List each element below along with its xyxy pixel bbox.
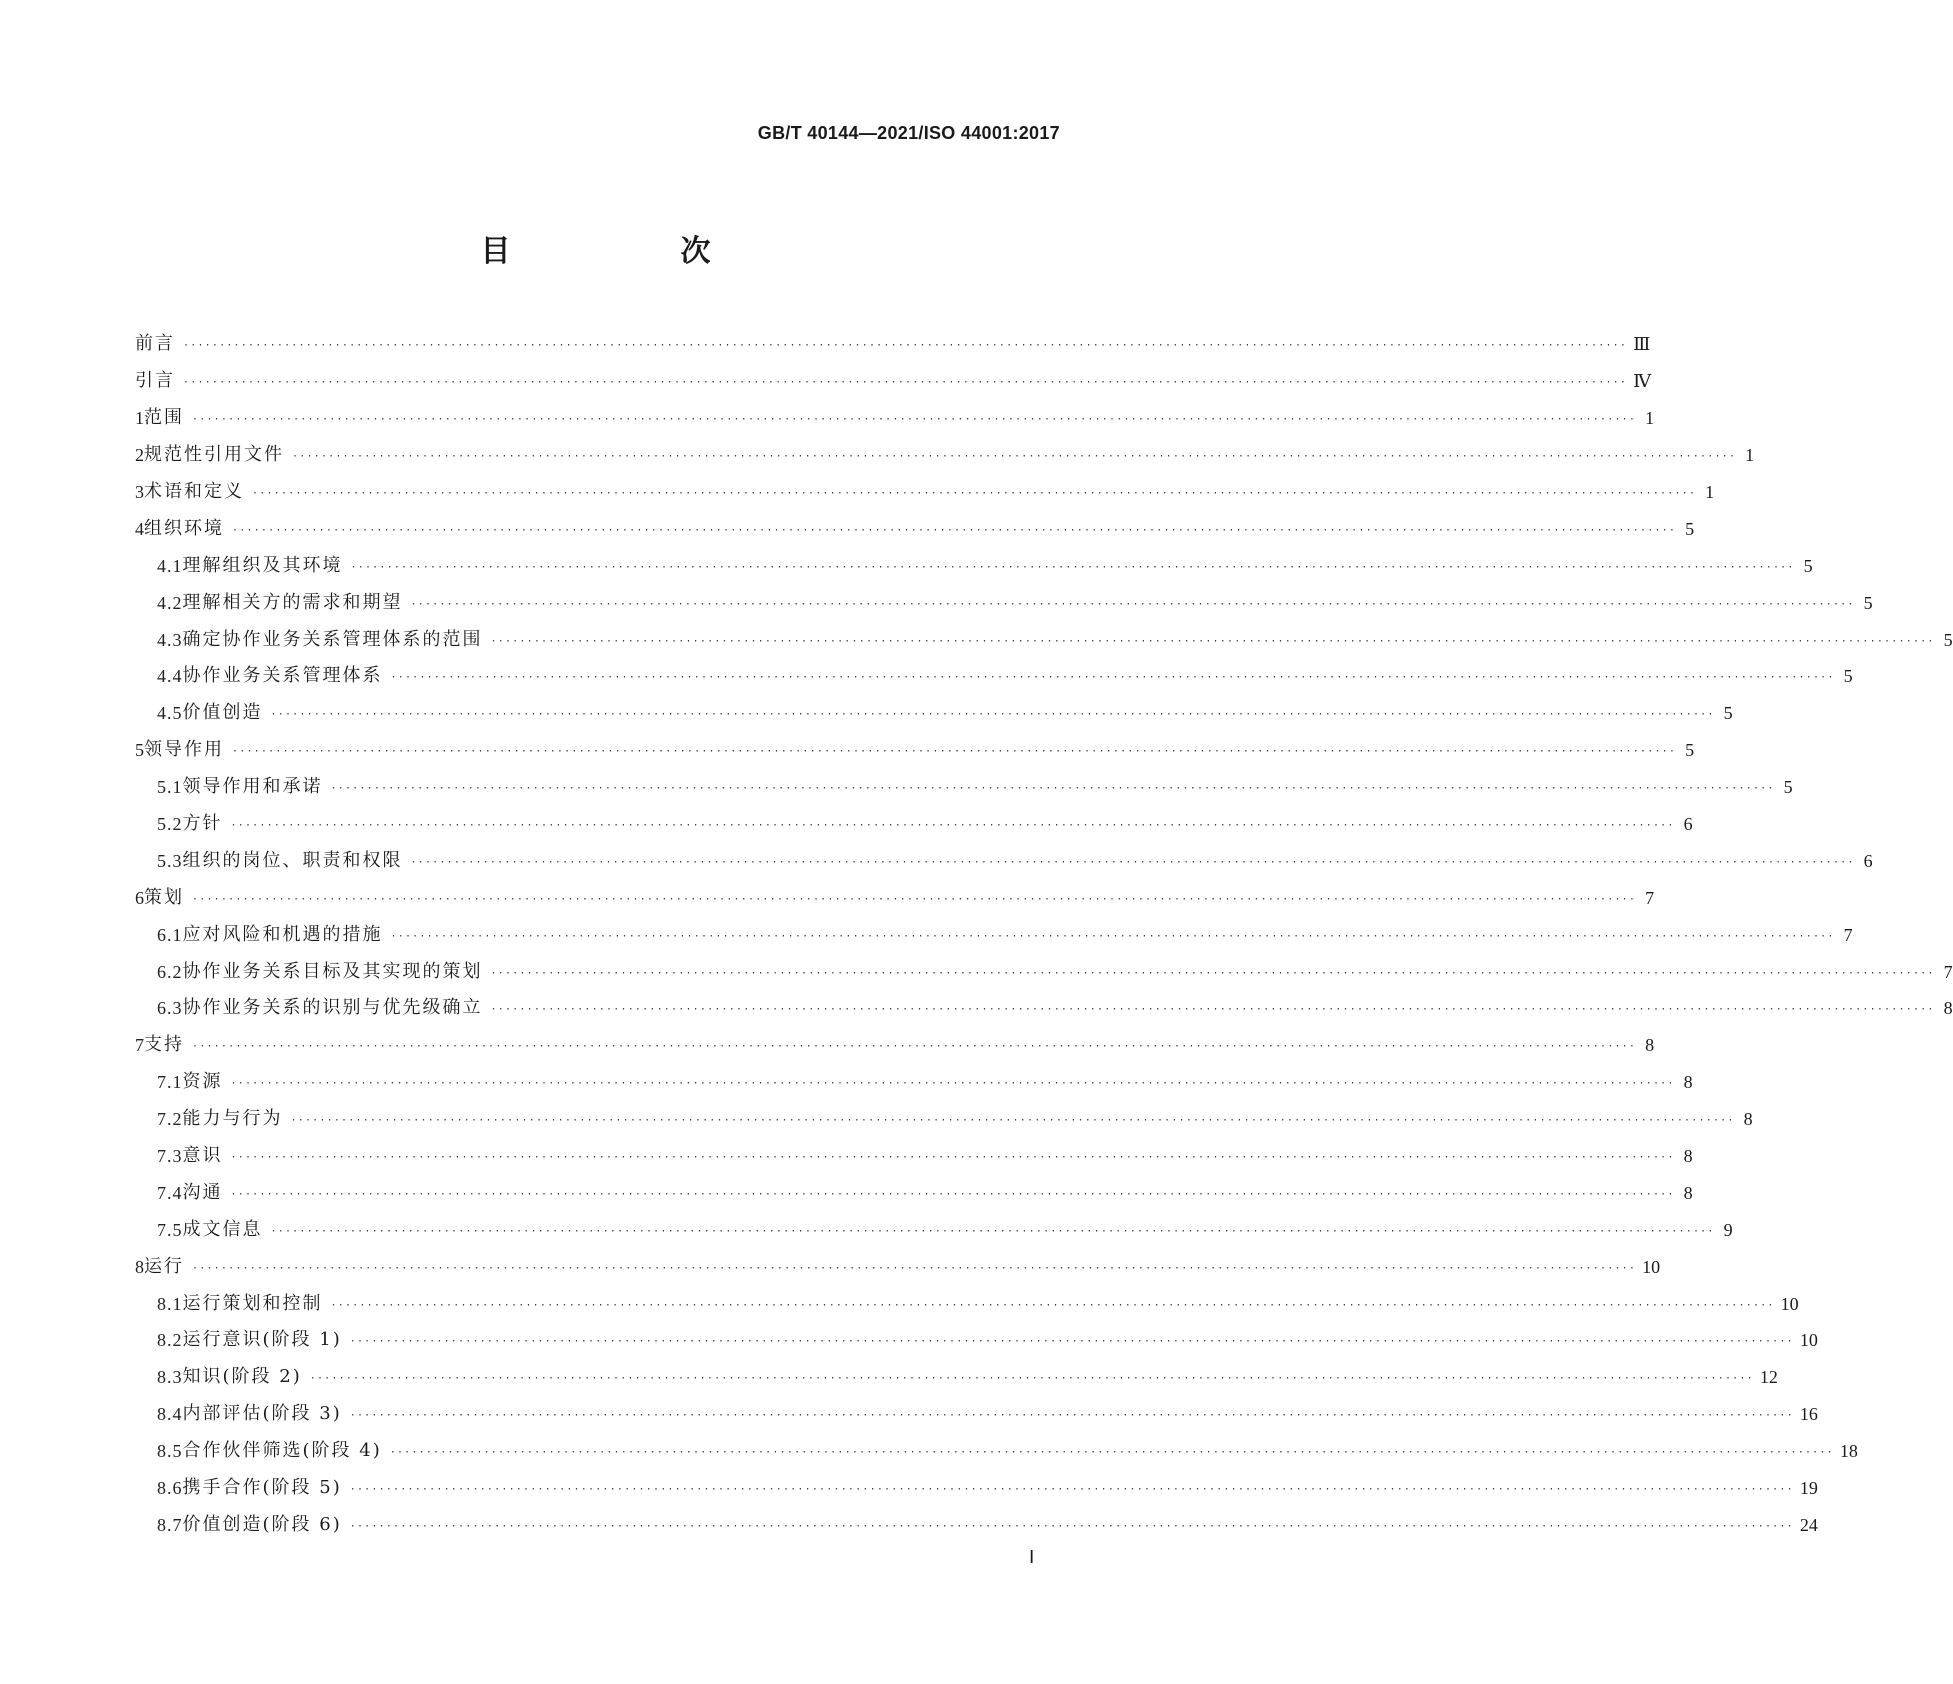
toc-entry-label: 范围 <box>144 407 184 429</box>
toc-entry-number: 8.3 <box>157 1367 183 1388</box>
toc-entry-number: 4.4 <box>157 666 183 687</box>
toc-leader-dots: ········································································································································································································ <box>192 1041 1637 1053</box>
toc-entry-number: 5.1 <box>157 777 183 798</box>
toc-entry-label: 领导作用 <box>144 739 224 761</box>
toc-entry-label: 意识 <box>182 1145 223 1167</box>
toc-entry-number: 1 <box>135 408 144 429</box>
toc-entry-label: 理解相关方的需求和期望 <box>182 591 403 613</box>
toc-entry-number: 6 <box>135 887 144 908</box>
toc-entry-label: 沟通 <box>182 1181 223 1203</box>
toc-entry-page: 19 <box>1799 1478 1818 1499</box>
toc-leader-dots: ········································································································································································································ <box>309 1373 1754 1385</box>
toc-leader-dots: ········································································································································································································ <box>252 488 1697 499</box>
toc-entry[interactable] <box>135 1359 1778 1396</box>
toc-entry-page: 10 <box>1799 1330 1818 1351</box>
toc-entry-page: 12 <box>1759 1367 1778 1388</box>
toc-entry-page: 6 <box>1863 850 1873 871</box>
toc-entry-page: 5 <box>1803 555 1813 576</box>
toc-entry-number: 7.4 <box>157 1182 183 1203</box>
toc-leader-dots: ········································································································································································································ <box>349 1336 1794 1348</box>
toc-entry-label: 协作业务关系管理体系 <box>182 665 383 687</box>
toc-entry-number: 5.3 <box>157 850 183 871</box>
toc-entry-page: 10 <box>1780 1293 1799 1314</box>
toc-entry[interactable] <box>135 658 1853 695</box>
toc-entry-label: 价值创造(阶段 6) <box>182 1513 342 1535</box>
toc-entry-page: 24 <box>1799 1514 1818 1535</box>
toc-entry-page: 8 <box>1645 1035 1655 1056</box>
toc-entry-number: 6.2 <box>157 961 183 982</box>
toc-entry-number: 3 <box>135 482 144 502</box>
toc-leader-dots: ········································································································································································································ <box>270 709 1715 721</box>
toc-entry-label: 内部评估(阶段 3) <box>182 1403 342 1425</box>
toc-entry-number: 7.3 <box>157 1146 183 1167</box>
toc-entry-number: 7.1 <box>157 1072 183 1093</box>
toc-entry-number: 6.3 <box>157 998 183 1019</box>
toc-leader-dots: ········································································································································································································ <box>330 783 1775 795</box>
toc-entry[interactable] <box>135 621 1953 658</box>
toc-leader-dots: ········································································································································································································ <box>410 856 1855 868</box>
toc-entry-label: 策划 <box>144 886 184 908</box>
toc-leader-dots: ········································································································································································································ <box>330 1299 1775 1311</box>
toc-leader-dots: ········································································································································································································ <box>230 820 1675 832</box>
toc-entry-label: 携手合作(阶段 5) <box>182 1477 342 1499</box>
toc-entry-label: 成文信息 <box>182 1218 263 1240</box>
toc-entry-page: 10 <box>1642 1256 1661 1277</box>
toc-leader-dots: ········································································································································································································ <box>292 451 1737 463</box>
toc-entry-number: 7.2 <box>157 1109 183 1130</box>
toc-entry-page: 9 <box>1723 1219 1733 1240</box>
toc-entry[interactable] <box>135 1470 1818 1507</box>
toc-leader-dots: ········································································································································································································ <box>192 414 1637 426</box>
toc-entry-page: 7 <box>1943 961 1953 982</box>
toc-entry-page: 5 <box>1685 518 1695 539</box>
toc-entry-number: 8.1 <box>157 1293 183 1314</box>
toc-leader-dots: ········································································································································································································ <box>230 1078 1675 1090</box>
toc-entry-number: 4.1 <box>157 555 183 576</box>
toc-entry-label: 理解组织及其环境 <box>182 554 343 576</box>
toc-leader-dots: ········································································································································································································ <box>230 1188 1675 1200</box>
toc-entry-label: 运行意识(阶段 1) <box>182 1329 342 1351</box>
toc-leader-dots: ········································································································································································································ <box>390 672 1835 684</box>
toc-entry-page: 5 <box>1685 740 1695 761</box>
toc-leader-dots: ········································································································································································································ <box>349 1484 1794 1496</box>
toc-leader-dots: ········································································································································································································ <box>192 1262 1637 1274</box>
toc-leader-dots: ········································································································································································································ <box>410 598 1855 610</box>
toc-leader-dots: ········································································································································································································ <box>350 561 1795 573</box>
toc-entry-number: 8.6 <box>157 1478 183 1499</box>
toc-entry[interactable] <box>135 806 1693 843</box>
toc-entry-page: 5 <box>1723 703 1733 724</box>
standard-code: GB/T 40144—2021/ISO 44001:2017 <box>757 123 1060 143</box>
toc-entry-page: 5 <box>1943 629 1953 650</box>
toc-leader-dots: ········································································································································································································ <box>230 1152 1675 1164</box>
toc-entry[interactable] <box>135 510 1695 547</box>
toc-leader-dots: ········································································································································································································ <box>490 967 1935 979</box>
toc-entry-label: 能力与行为 <box>182 1108 283 1130</box>
page-number: Ⅰ <box>1029 1547 1035 1567</box>
toc-entry-label: 领导作用和承诺 <box>182 776 323 798</box>
toc-entry-page: 5 <box>1843 666 1853 687</box>
toc-entry-label: 方针 <box>182 813 223 835</box>
toc-entry-number: 8.4 <box>157 1404 183 1425</box>
toc-entry-number: 4 <box>135 518 144 539</box>
toc-entry-label: 合作伙伴筛选(阶段 4) <box>182 1440 382 1462</box>
toc-entry-number: 7.5 <box>157 1219 183 1240</box>
toc-entry-page: 6 <box>1683 814 1693 835</box>
toc-entry[interactable] <box>135 732 1695 769</box>
toc-entry-page: 1 <box>1745 445 1755 466</box>
toc-entry-page: 8 <box>1683 1182 1693 1203</box>
toc-entry-number: 5 <box>135 740 144 761</box>
toc-leader-dots: ········································································································································································································ <box>349 1410 1794 1422</box>
toc-entry[interactable] <box>135 547 1813 584</box>
toc-leader-dots: ········································································································································································································ <box>232 524 1677 536</box>
toc-entry-label: 术语和定义 <box>144 481 244 502</box>
toc-leader-dots: ········································································································································································································ <box>183 377 1628 389</box>
toc-entry[interactable] <box>135 1285 1799 1322</box>
toc-entry-number: 8 <box>135 1256 144 1277</box>
toc-entry-number: 7 <box>135 1035 144 1056</box>
toc-entry-label: 资源 <box>182 1071 223 1093</box>
toc-entry[interactable] <box>135 1174 1693 1211</box>
toc-leader-dots: ········································································································································································································ <box>349 1520 1794 1532</box>
toc-entry[interactable] <box>135 1211 1733 1248</box>
toc-entry[interactable] <box>135 326 1651 363</box>
toc-entry-number: 8.5 <box>157 1441 183 1462</box>
toc-entry[interactable] <box>135 1322 1818 1359</box>
toc-leader-dots: ········································································································································································································ <box>490 1004 1935 1016</box>
toc-entry[interactable] <box>135 1138 1693 1175</box>
toc-leader-dots: ········································································································································································································ <box>389 1447 1834 1459</box>
toc-entry-page: 7 <box>1645 887 1655 908</box>
toc-entry-label: 价值创造 <box>182 702 263 724</box>
toc-entry-page: Ⅳ <box>1633 371 1652 392</box>
toc-entry[interactable] <box>135 990 1953 1027</box>
toc-entry-page: 5 <box>1783 777 1793 798</box>
toc-entry-label: 应对风险和机遇的措施 <box>182 923 383 945</box>
toc-entry-page: Ⅲ <box>1633 334 1651 355</box>
toc-entry[interactable] <box>135 879 1655 916</box>
toc-entry[interactable] <box>135 1248 1661 1285</box>
toc-entry[interactable] <box>135 695 1733 732</box>
toc-leader-dots: ········································································································································································································ <box>192 893 1637 905</box>
toc-entry-label: 支持 <box>144 1034 184 1056</box>
toc-entry[interactable] <box>135 437 1755 474</box>
toc-entry-number: 6.1 <box>157 924 183 945</box>
toc-leader-dots: ········································································································································································································ <box>290 1115 1735 1127</box>
toc-entry[interactable] <box>135 1027 1655 1064</box>
toc-entry-page: 1 <box>1705 482 1715 502</box>
toc-leader-dots: ········································································································································································································ <box>490 635 1935 647</box>
toc-entry-number: 4.3 <box>157 629 183 650</box>
toc-entry[interactable] <box>135 842 1873 879</box>
toc-entry-page: 16 <box>1799 1404 1818 1425</box>
toc-entry[interactable] <box>135 1433 1858 1470</box>
toc-leader-dots: ········································································································································································································ <box>183 340 1628 352</box>
toc-entry[interactable] <box>135 474 1715 511</box>
toc-entry-page: 18 <box>1839 1441 1858 1462</box>
toc-entry[interactable] <box>135 953 1953 990</box>
toc-entry[interactable] <box>135 363 1652 400</box>
toc-entry-page: 1 <box>1645 408 1655 429</box>
toc-entry-number: 5.2 <box>157 814 183 835</box>
toc-entry[interactable] <box>135 1507 1818 1544</box>
toc-entry-label: 运行 <box>144 1255 184 1277</box>
toc-entry-page: 8 <box>1683 1072 1693 1093</box>
toc-entry-label: 知识(阶段 2) <box>182 1366 302 1388</box>
toc-entry[interactable] <box>135 1396 1818 1433</box>
toc-entry-label: 引言 <box>135 370 175 392</box>
toc-entry-number: 4.2 <box>157 592 183 613</box>
toc-entry[interactable] <box>135 400 1655 437</box>
page-title: 目 次 <box>480 234 781 269</box>
toc-entry[interactable] <box>135 1064 1693 1101</box>
toc-entry-page: 8 <box>1683 1146 1693 1167</box>
toc-entry-page: 8 <box>1943 998 1953 1019</box>
toc-entry-page: 8 <box>1743 1109 1753 1130</box>
toc-entry-label: 协作业务关系目标及其实现的策划 <box>182 960 483 982</box>
toc-entry[interactable] <box>135 916 1853 953</box>
toc-entry-number: 8.2 <box>157 1330 183 1351</box>
toc-entry-page: 5 <box>1863 592 1873 613</box>
toc-entry-label: 协作业务关系的识别与优先级确立 <box>182 997 483 1019</box>
toc-entry[interactable] <box>135 584 1873 621</box>
toc-entry-label: 运行策划和控制 <box>182 1292 323 1314</box>
toc-entry-number: 4.5 <box>157 703 183 724</box>
toc-entry[interactable] <box>135 769 1793 806</box>
toc-entry-label: 组织环境 <box>144 517 224 539</box>
toc-entry[interactable] <box>135 1101 1753 1138</box>
toc-entry-number: 8.7 <box>157 1514 183 1535</box>
toc-entry-label: 组织的岗位、职责和权限 <box>182 849 403 871</box>
toc-entry-label: 规范性引用文件 <box>144 444 284 466</box>
table-of-contents <box>135 326 1953 1543</box>
toc-entry-label: 前言 <box>135 333 175 355</box>
toc-leader-dots: ········································································································································································································ <box>270 1225 1715 1237</box>
toc-leader-dots: ········································································································································································································ <box>390 930 1835 942</box>
toc-entry-number: 2 <box>135 445 144 466</box>
toc-entry-label: 确定协作业务关系管理体系的范围 <box>182 628 483 650</box>
toc-leader-dots: ········································································································································································································ <box>232 746 1677 758</box>
toc-entry-page: 7 <box>1843 924 1853 945</box>
